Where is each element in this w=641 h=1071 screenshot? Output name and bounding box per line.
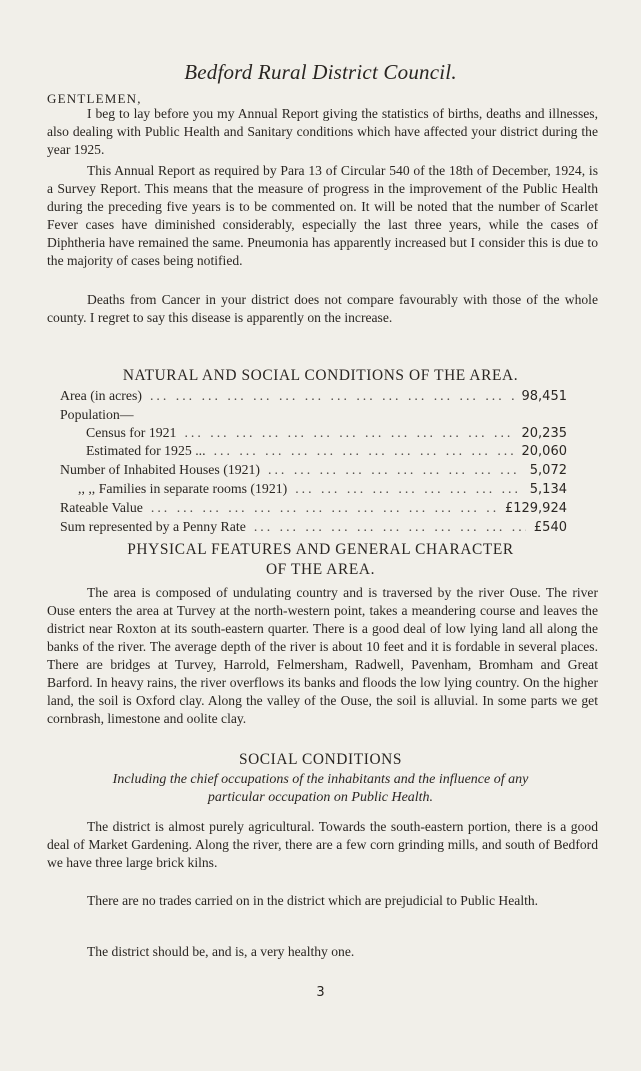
dot-leader [295, 480, 522, 498]
stat-label: Number of Inhabited Houses (1921) [60, 462, 261, 478]
trades-paragraph: There are no trades carried on in the district which are prejudicial to Public Health. [87, 893, 539, 908]
stat-label: Rateable Value [60, 499, 143, 515]
page-number: 3 [316, 985, 325, 1000]
statistics-table [60, 387, 567, 536]
stat-row-penny-rate [60, 518, 567, 537]
physical-features-heading-line2: OF THE AREA. [265, 561, 376, 578]
physical-features-heading [40, 540, 601, 580]
stat-value: 98,451 [521, 389, 567, 404]
intro-paragraph: I beg to lay before you my Annual Report giving the statistics of births, deaths and illnesses, also dealing with Public Health and Sanitary conditions which have affected your district during the year 1925. [47, 106, 598, 157]
dot-leader [184, 424, 513, 442]
physical-features-heading-line1: PHYSICAL FEATURES AND GENERAL CHARACTER [127, 541, 514, 558]
stat-row-families [60, 480, 567, 499]
healthy-district-paragraph: The district should be, and is, a very healthy one. [87, 944, 355, 959]
stat-label: ,, ,, Families in separate rooms (1921) [78, 480, 288, 496]
stat-value: 20,235 [521, 425, 567, 441]
social-conditions-subheading [40, 771, 601, 807]
social-subheading-line1: Including the chief occupations of the inhabitants and the influence of any [112, 772, 529, 787]
stat-row-estimated [60, 442, 567, 461]
stat-value: 5,072 [529, 463, 567, 479]
stat-label: Sum represented by a Penny Rate [60, 518, 246, 534]
survey-paragraph: This Annual Report as required by Para 13 of Circular 540 of the 18th of December, 1924, is a Survey Report. This means that the measure of progress in the improvement of the Public Health during the preceding five years is to be commented on. It will be noted that the number of Scarlet Fever cases have diminished considerably, especially the last three years, while the cases of Diphtheria have remained the same. Pneumonia has apparently increased but I consider this is due to the majority of cases being notified. [47, 163, 598, 268]
stat-row-population [60, 406, 567, 424]
stat-label: Census for 1921 [86, 424, 177, 440]
social-conditions-heading: SOCIAL CONDITIONS [238, 751, 403, 768]
stat-value: £129,924 [504, 500, 567, 516]
cancer-paragraph: Deaths from Cancer in your district does not compare favourably with those of the whole county. I regret to say this disease is apparently on the increase. [47, 292, 598, 325]
stat-label: Area (in acres) [60, 388, 142, 403]
stat-label: Population— [60, 406, 134, 422]
stat-value: 5,134 [529, 481, 567, 497]
page-title: Bedford Rural District Council. [184, 60, 457, 84]
stat-row-rateable [60, 499, 567, 518]
dot-leader [254, 518, 526, 536]
dot-leader [268, 461, 522, 479]
salutation: GENTLEMEN, [47, 91, 142, 106]
dot-leader [151, 499, 497, 517]
stat-row-area [60, 387, 567, 406]
social-subheading-line2: particular occupation on Public Health. [207, 790, 434, 805]
stat-row-houses [60, 461, 567, 480]
occupations-paragraph: The district is almost purely agricultural. Towards the south-eastern portion, there is a good deal of Market Gardening. Along the river, there are a few corn grinding mills, and south of Bedford we have three large brick kilns. [47, 819, 598, 870]
dot-leader [150, 387, 514, 405]
physical-features-paragraph: The area is composed of undulating country and is traversed by the river Ouse. The river Ouse enters the area at Turvey at the north-western point, takes a meandering course and leaves the district near Roxton at its south-eastern quarter. There is a good deal of low lying land all along the banks of the river. The average depth of the river is about 10 feet and it is fordable in several places. There are bridges at Turvey, Harrold, Felmersham, Radwell, Pavenham, Bromham and Great Barford. In heavy rains, the river overflows its banks and floods the low lying country. On the higher land, the soil is Oxford clay. Along the valley of the Ouse, the soil is alluvial. In some parts we get cornbrash, limestone and oolite clay. [47, 585, 598, 726]
stat-label: Estimated for 1925 ... [86, 443, 206, 459]
stat-value: £540 [533, 519, 567, 535]
natural-conditions-heading: NATURAL AND SOCIAL CONDITIONS OF THE AREA. [122, 367, 519, 384]
stat-row-census [60, 424, 567, 443]
stat-value: 20,060 [521, 444, 567, 460]
dot-leader [214, 442, 514, 460]
